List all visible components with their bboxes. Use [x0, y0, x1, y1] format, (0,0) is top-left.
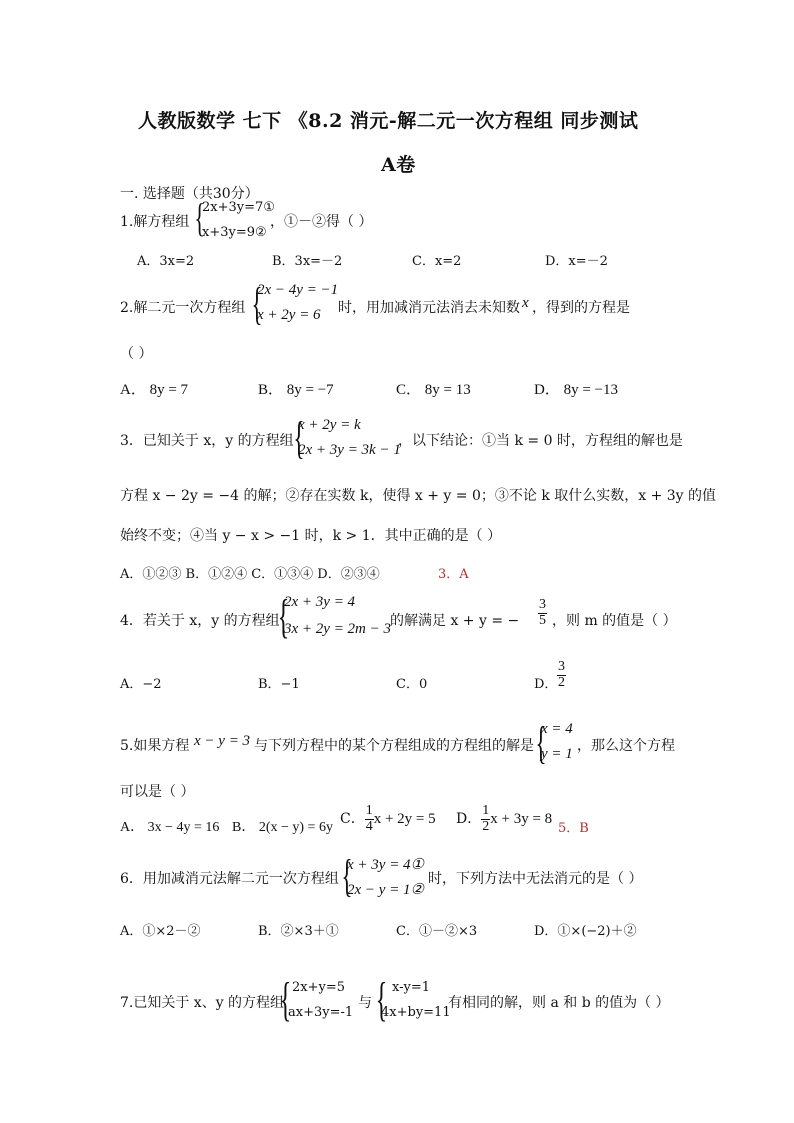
q2-eq1: 2x − 4y = −1	[257, 282, 339, 298]
q2-suffix: 时，用加减消元法消去未知数	[338, 300, 520, 316]
q7-mid: 与	[358, 995, 372, 1011]
q4-mid: 的解满足 x + y = −	[390, 613, 520, 629]
q4-option-a: A．−2	[120, 677, 162, 692]
q3-answer: 3．A	[438, 567, 469, 582]
q5-option-d	[456, 804, 552, 834]
page-subtitle: A卷	[381, 154, 416, 176]
q2-var: x	[522, 295, 529, 311]
q3-line2: 方程 x − 2y = −4 的解；②存在实数 k，使得 x + y = 0；③不论 k 取什么实数，x + 3y 的值	[120, 488, 717, 504]
q4-eq1: 2x + 3y = 4	[284, 594, 356, 610]
q5-c-label: C．	[340, 811, 365, 828]
q5-option-c	[340, 804, 436, 834]
q3-prefix: 3．已知关于 x，y 的方程组	[120, 433, 294, 449]
q3-line1-tail: ，以下结论：①当 k = 0 时，方程组的解也是	[398, 433, 683, 449]
q1-eq2: x+3y=9②	[202, 225, 267, 240]
q7-brace-1: {	[279, 973, 292, 1026]
q3-eq2: 2x + 3y = 3k − 1	[298, 442, 401, 458]
q1-option-b: B．3x=－2	[272, 254, 343, 269]
q2-brace: {	[251, 278, 263, 329]
q7-s1-eq2: ax+3y=-1	[288, 1005, 354, 1020]
q2-option-a: A． 8y = 7	[120, 382, 189, 398]
q2-eq2: x + 2y = 6	[257, 307, 321, 323]
q6-option-d: D．①×(−2)＋②	[534, 924, 637, 939]
q5-sol1: x = 4	[541, 721, 573, 737]
q4-prefix: 4．若关于 x，y 的方程组	[120, 613, 280, 629]
q5-mid: 与下列方程中的某个方程组成的方程组的解是	[254, 738, 534, 754]
q2-option-d: D． 8y = −13	[534, 382, 619, 398]
q7-suffix: 有相同的解，则 a 和 b 的值为（ ）	[448, 995, 670, 1011]
q6-prefix: 6．用加减消元法解二元一次方程组	[120, 871, 339, 887]
q4-option-d-fraction	[557, 660, 566, 690]
q4-eq2: 3x + 2y = 2m − 3	[284, 621, 392, 637]
q4-suffix: ，则 m 的值是（ ）	[552, 613, 677, 629]
q5-c-expr: x + 2y = 5	[373, 811, 436, 828]
q5-d-expr: x + 3y = 8	[490, 811, 553, 828]
q6-option-c: C．①－②×3	[396, 924, 478, 939]
q3-brace: {	[293, 412, 305, 463]
q2-option-c: C． 8y = 13	[396, 382, 471, 398]
q6-brace: {	[341, 850, 353, 901]
q1-option-a: A．3x=2	[137, 254, 195, 269]
q3-line3: 始终不变；④当 y − x > −1 时，k > 1．其中正确的是（ ）	[120, 528, 502, 544]
page-title: 人教版数学 七下 《8.2 消元-解二元一次方程组 同步测试	[138, 110, 639, 132]
q1-brace: {	[194, 195, 205, 240]
q4-frac-num: 3	[539, 597, 546, 612]
q7-s1-eq1: 2x+y=5	[292, 980, 346, 995]
q7-s2-eq2: 4x+by=11	[381, 1005, 451, 1020]
q4-brace: {	[277, 590, 290, 643]
q5-brace: {	[535, 717, 547, 768]
q2-prefix: 2.解二元一次方程组	[120, 300, 246, 316]
q4-fraction	[538, 598, 547, 628]
q3-options: A．①②③ B．①②④ C．①③④ D．②③④	[120, 567, 380, 582]
q3-eq1: x + 2y = k	[298, 417, 361, 433]
q4-d-den: 2	[558, 674, 565, 690]
q5-c-den: 4	[365, 818, 373, 834]
q6-eq2: 2x − y = 1②	[347, 882, 425, 898]
q7-s2-eq1: x-y=1	[392, 980, 431, 995]
q1-eq1: 2x+3y=7①	[202, 200, 275, 215]
q1-prefix: 1.解方程组	[120, 214, 190, 230]
q1-suffix: ，①－②得（ ）	[270, 214, 373, 230]
q6-suffix: 时，下列方法中无法消元的是（ ）	[428, 871, 643, 887]
q1-option-d: D．x=－2	[545, 254, 608, 269]
q6-eq1: x + 3y = 4①	[347, 857, 425, 873]
q5-d-num: 1	[482, 803, 490, 818]
q4-option-d: D．	[534, 677, 558, 692]
q4-option-b: B．−1	[258, 677, 300, 692]
q4-option-c: C．0	[396, 677, 428, 692]
q1-option-c: C．x=2	[412, 254, 462, 269]
q5-c-num: 1	[365, 803, 373, 818]
q5-eq: x − y = 3	[194, 733, 251, 749]
q2-paren: （ ）	[120, 346, 153, 362]
q5-sol2: y = 1	[541, 746, 573, 762]
q4-frac-den: 5	[539, 612, 546, 628]
q5-option-b: B． 2(x − y) = 6y	[232, 820, 333, 835]
q7-brace-2: {	[375, 973, 388, 1026]
q2-tail: ，得到的方程是	[532, 300, 630, 316]
q6-option-a: A．①×2－②	[120, 924, 201, 939]
q2-option-b: B． 8y = −7	[258, 382, 334, 398]
q6-option-b: B．②×3＋①	[258, 924, 339, 939]
q7-prefix: 7.已知关于 x、y 的方程组	[120, 995, 285, 1011]
q5-tail: ，那么这个方程	[577, 738, 675, 754]
q5-d-den: 2	[482, 818, 490, 834]
q5-answer: 5．B	[558, 821, 589, 836]
q5-d-label: D．	[456, 811, 482, 828]
q4-d-num: 3	[558, 659, 565, 674]
section-heading: 一. 选择题（共30分）	[120, 186, 259, 202]
q5-line2: 可以是（ ）	[120, 784, 195, 800]
q5-prefix: 5.如果方程	[120, 738, 190, 754]
q5-option-a: A． 3x − 4y = 16	[120, 820, 220, 835]
